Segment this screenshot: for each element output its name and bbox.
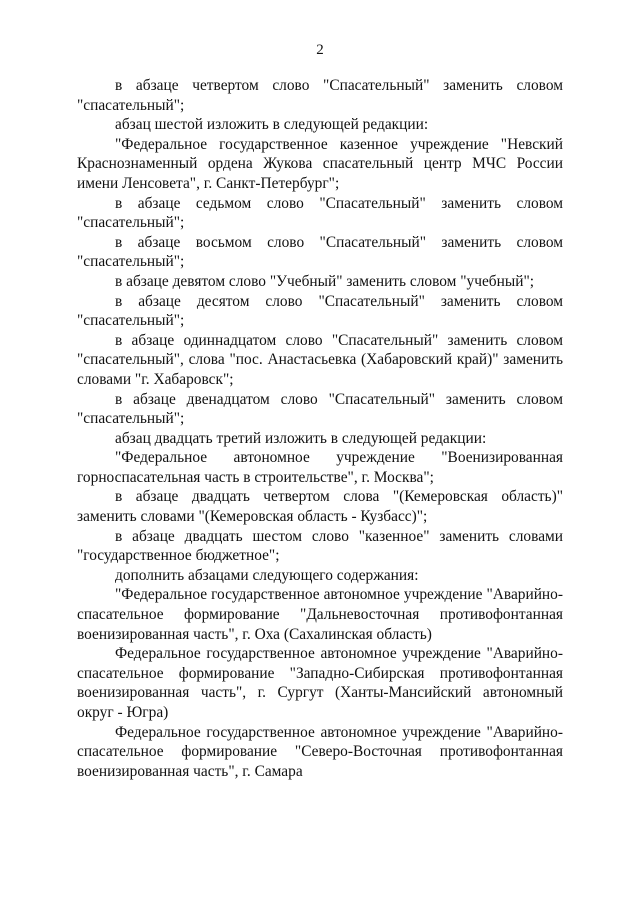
paragraph: "Федеральное автономное учреждение "Военизированная горноспасательная часть в строительстве", г. Москва"; [77,449,563,486]
paragraph: в абзаце четвертом слово "Спасательный" заменить словом "спасательный"; [77,77,563,114]
paragraph: "Федеральное государственное казенное учреждение "Невский Краснознаменный ордена Жукова спасательный центр МЧС России имени Ленсовета", г. Санкт-Петербург"; [77,135,563,192]
paragraph: в абзаце двадцать шестом слово "казенное" заменить словами "государственное бюджетное"; [77,527,563,565]
paragraph: абзац двадцать третий изложить в следующей редакции: [115,429,487,447]
paragraph: абзац шестой изложить в следующей редакции: [115,116,429,134]
paragraph: в абзаце седьмом слово "Спасательный" заменить словом "спасательный"; [77,194,563,232]
paragraph: в абзаце девятом слово "Учебный" заменить словом "учебный"; [115,272,535,290]
paragraph: в абзаце двадцать четвертом слова "(Кемеровская область)" заменить словами "(Кемеровская область - Кузбасс)"; [77,488,563,526]
paragraph: дополнить абзацами следующего содержания: [115,566,419,584]
paragraph: Федеральное государственное автономное учреждение "Аварийно-спасательное формирование "Северо-Восточная противофонтанная военизированная часть", г. Самара [77,723,563,780]
document-body [77,76,563,781]
paragraph: в абзаце одиннадцатом слово "Спасательный" заменить словом "спасательный", слова "пос. Анастасьевка (Хабаровский край)" заменить словами "г. Хабаровск"; [77,331,563,388]
paragraph: Федеральное государственное автономное учреждение "Аварийно-спасательное формирование "Западно-Сибирская противофонтанная военизированная часть", г. Сургут (Ханты-Мансийский автономный округ - Югра) [77,645,563,721]
paragraph: в абзаце двенадцатом слово "Спасательный" заменить словом "спасательный"; [77,390,563,428]
paragraph: в абзаце десятом слово "Спасательный" заменить словом "спасательный"; [77,292,563,330]
paragraph: "Федеральное государственное автономное учреждение "Аварийно-спасательное формирование "Дальневосточная противофонтанная военизированная часть", г. Оха (Сахалинская область) [77,586,563,643]
paragraph: в абзаце восьмом слово "Спасательный" заменить словом "спасательный"; [77,233,563,271]
page-number: 2 [316,42,324,58]
